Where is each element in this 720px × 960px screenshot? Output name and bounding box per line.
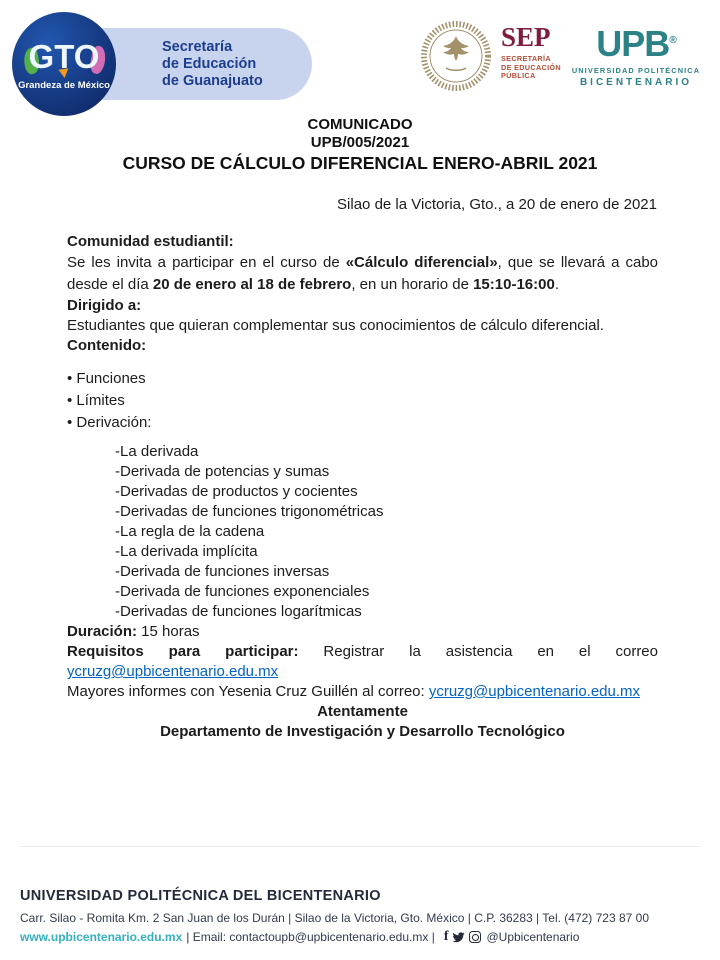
course-name: «Cálculo diferencial» bbox=[345, 254, 498, 271]
sep-logo bbox=[420, 20, 561, 92]
list-item: -La derivada implícita bbox=[115, 543, 258, 560]
more-info-text: Mayores informes con Yesenia Cruz Guillén al correo: bbox=[67, 683, 429, 700]
footer-website-link[interactable]: www.upbicentenario.edu.mx bbox=[20, 930, 183, 944]
footer bbox=[20, 888, 704, 944]
list-item: -La derivada bbox=[115, 443, 199, 460]
sep-org-line: PÚBLICA bbox=[501, 71, 536, 80]
footer-email: | Email: contactoupb@upbicentenario.edu.mx | bbox=[186, 930, 435, 944]
salutation: Comunidad estudiantil: bbox=[67, 233, 234, 250]
upb-org-line: UNIVERSIDAD POLITÉCNICA bbox=[571, 66, 701, 75]
course-details bbox=[67, 622, 658, 682]
sep-acronym: SEP bbox=[501, 22, 551, 52]
footer-contact-line bbox=[20, 930, 704, 944]
list-item: • Funciones bbox=[67, 370, 146, 387]
upb-org-line: BICENTENARIO bbox=[579, 77, 693, 88]
facebook-icon: f bbox=[443, 929, 449, 944]
gto-tagline: Grandeza de México bbox=[18, 80, 110, 91]
sep-org-line: SECRETARÍA bbox=[501, 54, 551, 63]
department-signature: Departamento de Investigación y Desarrollo Tecnológico bbox=[160, 723, 565, 740]
list-item: • Derivación: bbox=[67, 414, 152, 431]
list-item: -Derivadas de funciones trigonométricas bbox=[115, 503, 384, 520]
course-dates: 20 de enero al 18 de febrero bbox=[152, 276, 352, 293]
gto-org-line: de Guanajuato bbox=[162, 73, 263, 89]
invite-text: . bbox=[554, 276, 559, 293]
dateline: Silao de la Victoria, Gto., a 20 de enero de 2021 bbox=[337, 196, 657, 213]
dirigido-label: Dirigido a: bbox=[67, 297, 142, 314]
contact-email-link[interactable]: ycruzg@upbicentenario.edu.mx bbox=[428, 683, 641, 700]
gto-org-line: Secretaría bbox=[162, 39, 233, 55]
list-item: -Derivada de funciones exponenciales bbox=[115, 583, 370, 600]
gto-acronym: GTO bbox=[28, 38, 100, 75]
gto-logo bbox=[12, 12, 312, 116]
registered-mark-icon: ® bbox=[669, 35, 676, 46]
requirements-line bbox=[67, 642, 658, 682]
list-item: • Límites bbox=[67, 392, 125, 409]
sep-org-line: DE EDUCACIÓN bbox=[501, 62, 561, 72]
footer-address: Carr. Silao - Romita Km. 2 San Juan de los Durán | Silao de la Victoria, Gto. México | C.P. 36283 | Tel. (472) 723 87 00 bbox=[20, 911, 650, 925]
invite-text: , que se llevará a cabo desde el día bbox=[67, 254, 658, 293]
duration-line bbox=[67, 622, 658, 642]
dirigido-text: Estudiantes que quieran complementar sus conocimientos de cálculo diferencial. bbox=[67, 317, 604, 334]
social-icons bbox=[444, 931, 482, 944]
gto-org-name bbox=[162, 39, 263, 90]
heading-folio: UPB/005/2021 bbox=[310, 134, 410, 151]
invitation-paragraph bbox=[67, 252, 658, 296]
heading-course-title: CURSO DE CÁLCULO DIFERENCIAL ENERO-ABRIL 2021 bbox=[122, 153, 598, 173]
more-info-line bbox=[67, 682, 658, 702]
closing: Atentamente bbox=[317, 703, 408, 720]
registration-email-link[interactable]: ycruzg@upbicentenario.edu.mx bbox=[67, 663, 279, 680]
footer-university-name: UNIVERSIDAD POLITÉCNICA DEL BICENTENARIO bbox=[20, 888, 381, 904]
upb-acronym: UPB bbox=[596, 23, 670, 64]
requirements-label: Requisitos para participar: bbox=[67, 643, 299, 660]
upb-mark bbox=[566, 22, 706, 63]
sep-wordmark bbox=[501, 20, 561, 81]
list-item: -Derivadas de funciones logarítmicas bbox=[115, 603, 362, 620]
duration-value: 15 horas bbox=[137, 623, 200, 640]
course-schedule: 15:10-16:00 bbox=[473, 276, 555, 293]
list-item: -Derivada de funciones inversas bbox=[115, 563, 330, 580]
upb-logo bbox=[566, 22, 706, 88]
document-body bbox=[67, 232, 658, 742]
document-heading bbox=[0, 116, 720, 174]
gto-org-line: de Educación bbox=[162, 56, 257, 72]
sep-org-name bbox=[501, 55, 561, 81]
footer-divider bbox=[20, 846, 700, 847]
invite-text: Se les invita a participar en el curso de bbox=[67, 254, 346, 271]
sep-eagle-seal-icon bbox=[420, 20, 492, 92]
list-item: -Derivadas de productos y cocientes bbox=[115, 483, 358, 500]
list-item: -La regla de la cadena bbox=[115, 523, 265, 540]
bullet-list bbox=[67, 368, 658, 434]
instagram-icon bbox=[469, 931, 481, 943]
duration-label: Duración: bbox=[67, 623, 138, 640]
gto-circle-emblem bbox=[12, 12, 116, 116]
subtopic-list bbox=[67, 442, 658, 622]
invite-text: , en un horario de bbox=[351, 276, 474, 293]
list-item: -Derivada de potencias y sumas bbox=[115, 463, 330, 480]
requirements-text: Registrar la asistencia en el correo bbox=[298, 643, 658, 660]
twitter-icon bbox=[452, 931, 465, 944]
contenido-label: Contenido: bbox=[67, 337, 147, 354]
footer-social-handle: @Upbicentenario bbox=[486, 930, 580, 944]
heading-comunicado: COMUNICADO bbox=[307, 116, 413, 133]
